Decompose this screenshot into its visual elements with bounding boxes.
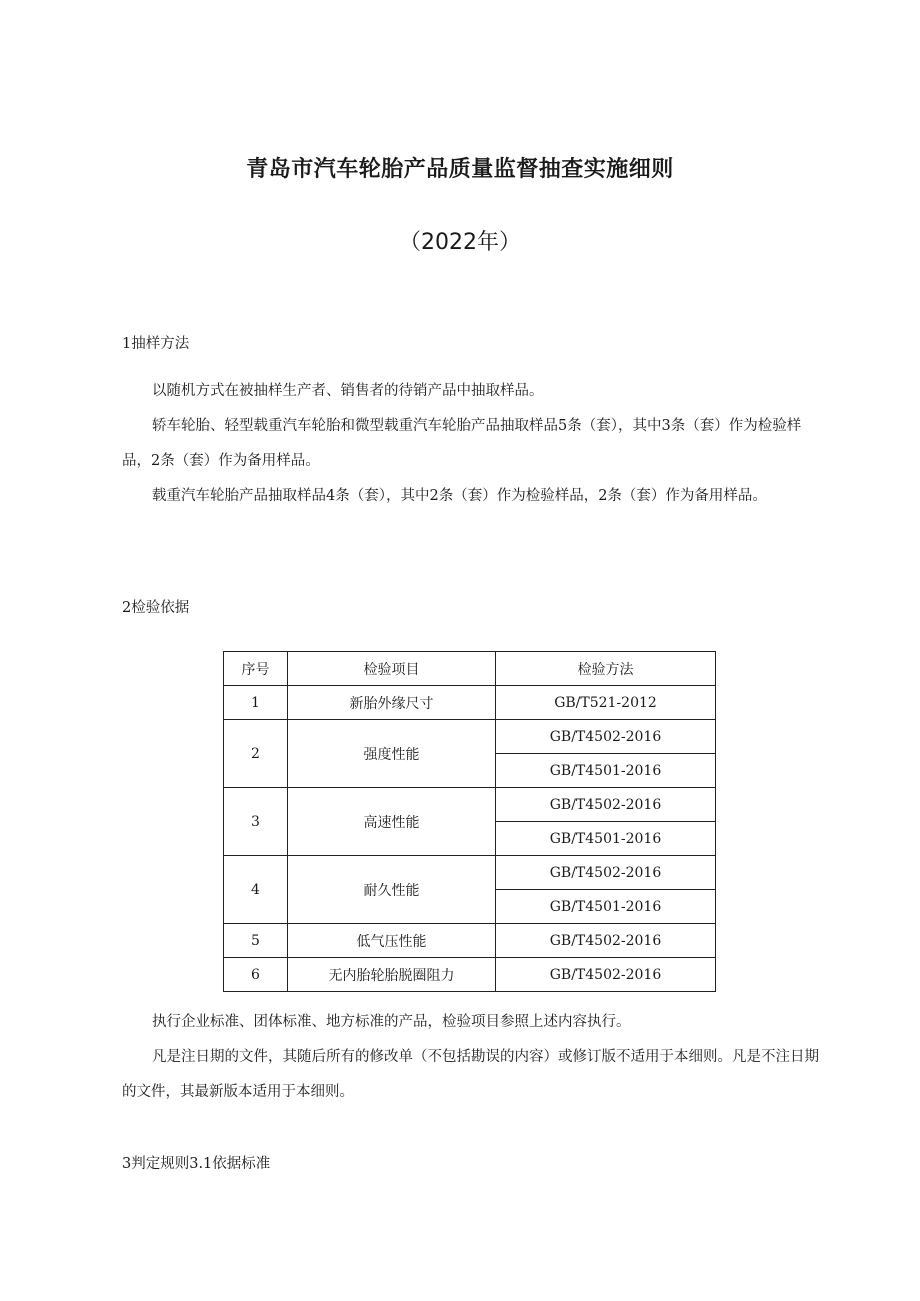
table-cell-no: 6 [224, 958, 288, 992]
table-cell-no: 1 [224, 686, 288, 720]
table-cell-method: GB/T4501-2016 [496, 890, 716, 924]
paragraph: 凡是注日期的文件，其随后所有的修改单（不包括勘误的内容）或修订版不适用于本细则。凡是不注日期的文件，其最新版本适用于本细则。 [122, 1049, 819, 1100]
table-cell-no: 2 [224, 720, 288, 788]
table-cell-method: GB/T4502-2016 [496, 856, 716, 890]
table-cell-method: GB/T4502-2016 [496, 958, 716, 992]
document-title: 青岛市汽车轮胎产品质量监督抽查实施细则 [246, 157, 674, 182]
table-row [224, 686, 716, 720]
table-row [224, 788, 716, 822]
table-cell-method: GB/T521-2012 [496, 686, 716, 720]
table-row [224, 924, 716, 958]
table-cell-method: GB/T4501-2016 [496, 754, 716, 788]
table-header-row [224, 652, 716, 686]
table-cell-item: 新胎外缘尺寸 [288, 686, 496, 720]
table-cell-item: 低气压性能 [288, 924, 496, 958]
table-cell-item: 高速性能 [288, 788, 496, 856]
table-cell-no: 4 [224, 856, 288, 924]
table-cell-no: 5 [224, 924, 288, 958]
section-2-heading: 2检验依据 [122, 600, 190, 616]
paragraph: 轿车轮胎、轻型载重汽车轮胎和微型载重汽车轮胎产品抽取样品5条（套），其中3条（套）作为检验样品，2条（套）作为备用样品。 [122, 418, 802, 469]
table-row [224, 720, 716, 754]
paragraph: 执行企业标准、团体标准、地方标准的产品，检验项目参照上述内容执行。 [152, 1014, 631, 1030]
table-cell-item: 耐久性能 [288, 856, 496, 924]
table-header-cell: 序号 [224, 652, 288, 686]
paragraph: 以随机方式在被抽样生产者、销售者的待销产品中抽取样品。 [152, 383, 544, 399]
table-header-cell: 检验项目 [288, 652, 496, 686]
section-1-heading: 1抽样方法 [122, 336, 190, 352]
table-row [224, 958, 716, 992]
table-cell-method: GB/T4502-2016 [496, 788, 716, 822]
table-cell-method: GB/T4501-2016 [496, 822, 716, 856]
table-cell-item: 强度性能 [288, 720, 496, 788]
table-row [224, 856, 716, 890]
table-cell-method: GB/T4502-2016 [496, 720, 716, 754]
document-year: （2022年） [399, 230, 521, 255]
table-cell-method: GB/T4502-2016 [496, 924, 716, 958]
paragraph: 载重汽车轮胎产品抽取样品4条（套），其中2条（套）作为检验样品，2条（套）作为备用样品。 [152, 488, 767, 504]
inspection-basis-table [223, 651, 716, 992]
table-cell-no: 3 [224, 788, 288, 856]
table-header-cell: 检验方法 [496, 652, 716, 686]
section-3-heading: 3判定规则3.1依据标准 [122, 1156, 271, 1172]
table-cell-item: 无内胎轮胎脱圈阻力 [288, 958, 496, 992]
